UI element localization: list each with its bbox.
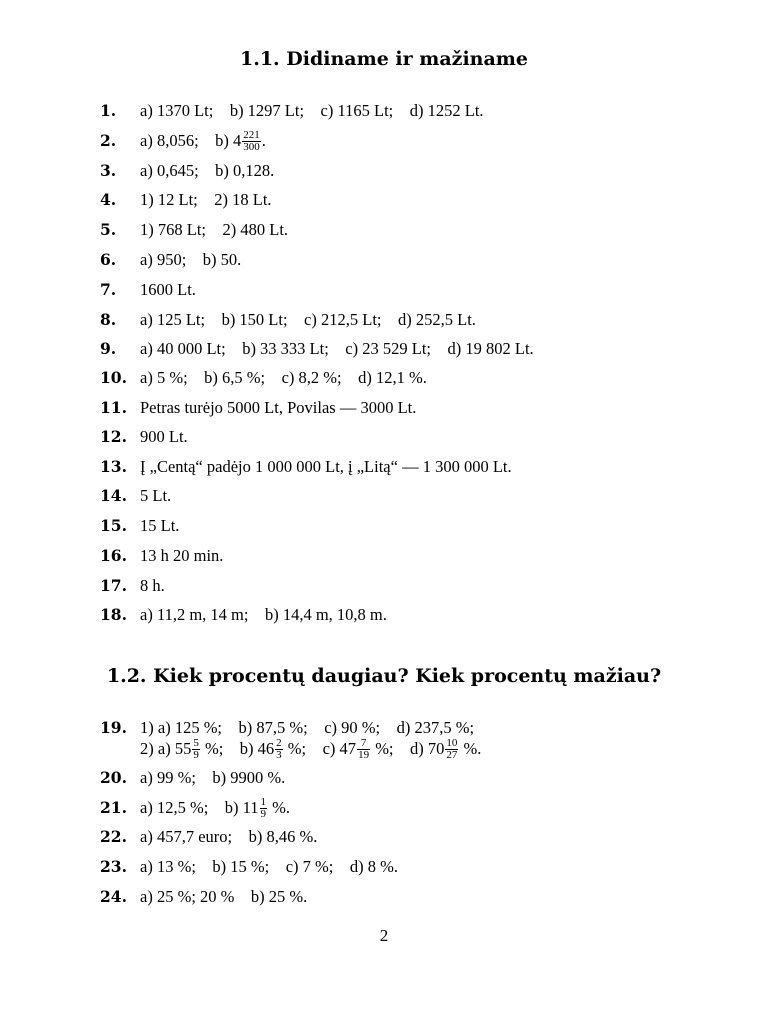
fraction: $\frac{10}{27}$ (446, 736, 458, 761)
problem-number: 1. (100, 101, 117, 120)
problem-number: 23. (100, 857, 127, 876)
problem-number: 20. (100, 768, 127, 787)
fraction: $\frac{5}{9}$ (193, 736, 199, 761)
problem-answer: a) 1370 Lt; b) 1297 Lt; c) 1165 Lt; d) 1252 Lt. (140, 101, 484, 120)
problem-number: 2. (100, 131, 117, 150)
problem-number: 12. (100, 427, 127, 446)
problem-answer: a) 0,645; b) 0,128. (140, 161, 275, 180)
problem-answer: 900 Lt. (140, 427, 188, 446)
problem-answer: a) 40 000 Lt; b) 33 333 Lt; c) 23 529 Lt; d) 19 802 Lt. (140, 339, 534, 358)
problem-number: 13. (100, 457, 127, 476)
problem-number: 16. (100, 546, 127, 565)
problem-number: 6. (100, 250, 117, 269)
problem-answer: a) 99 %; b) 9900 %. (140, 768, 286, 787)
problem-answer: a) 5 %; b) 6,5 %; c) 8,2 %; d) 12,1 %. (140, 368, 427, 387)
problem-number: 5. (100, 220, 117, 239)
problem-answer: 1) 12 Lt; 2) 18 Lt. (140, 190, 272, 209)
problem-answer: a) 125 Lt; b) 150 Lt; c) 212,5 Lt; d) 252,5 Lt. (140, 310, 476, 329)
fraction: $\frac{7}{19}$ (358, 736, 370, 761)
section-title: 1.2. Kiek procentų daugiau? Kiek procentų mažiau? (106, 665, 662, 687)
problem-answer: a) 13 %; b) 15 %; c) 7 %; d) 8 %. (140, 857, 398, 876)
problem-answer: 1) a) 125 %; b) 87,5 %; c) 90 %; d) 237,5 %; (140, 718, 475, 737)
problem-number: 17. (100, 576, 127, 595)
problem-answer: Petras turėjo 5000 Lt, Povilas — 3000 Lt. (140, 398, 417, 417)
problem-number: 18. (100, 605, 127, 624)
problem-answer: 1600 Lt. (140, 280, 196, 299)
problem-number: 22. (100, 827, 127, 846)
problem-number: 19. (100, 718, 127, 737)
fraction: $\frac{1}{9}$ (260, 795, 267, 820)
problem-answer: 8 h. (140, 576, 165, 595)
page-number: 2 (379, 926, 389, 945)
problem-answer: Į „Centą“ padėjo 1 000 000 Lt, į „Litą“ — 1 300 000 Lt. (140, 457, 512, 476)
problem-number: 3. (100, 161, 117, 180)
problem-number: 7. (100, 280, 117, 299)
problem-answer: a) 457,7 euro; b) 8,46 %. (140, 827, 318, 846)
problem-number: 24. (100, 887, 127, 906)
problem-answer: a) 12,5 %; b) 11 $\frac{1}{9}$ %. (140, 795, 291, 820)
problem-number: 8. (100, 310, 117, 329)
problem-number: 10. (100, 368, 127, 387)
problem-number: 11. (100, 398, 127, 417)
fraction: $\frac{221}{300}$ (243, 128, 260, 153)
problem-number: 14. (100, 486, 127, 505)
problem-answer: 2) a) 55 $\frac{5}{9}$ %; b) 46 $\frac{2}{3}$ %; c) 47 $\frac{7}{19}$ %; d) 70 $\frac{10}{27}$ %. (140, 736, 482, 761)
problem-number: 9. (100, 339, 117, 358)
fraction: $\frac{2}{3}$ (276, 736, 282, 761)
problem-answer: 5 Lt. (140, 486, 172, 505)
problem-number: 21. (100, 798, 127, 817)
problem-answer: a) 950; b) 50. (140, 250, 242, 269)
problem-number: 4. (100, 190, 117, 209)
problem-answer: a) 8,056; b) 4 $\frac{221}{300}$ . (140, 128, 266, 153)
problem-answer: 15 Lt. (140, 516, 180, 535)
problem-number: 15. (100, 516, 127, 535)
problem-answer: a) 11,2 m, 14 m; b) 14,4 m, 10,8 m. (140, 605, 387, 624)
problem-answer: 13 h 20 min. (140, 546, 224, 565)
problem-answer: 1) 768 Lt; 2) 480 Lt. (140, 220, 289, 239)
section-title: 1.1. Didiname ir mažiname (240, 48, 528, 70)
problem-answer: a) 25 %; 20 % b) 25 %. (140, 887, 308, 906)
